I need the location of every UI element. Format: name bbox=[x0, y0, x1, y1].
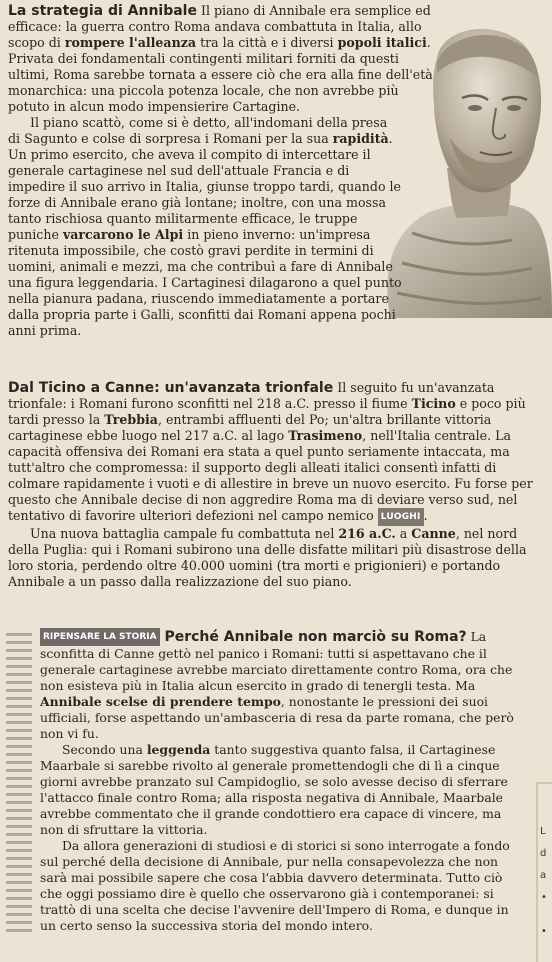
ripensare-badge: RIPENSARE LA STORIA bbox=[40, 628, 160, 646]
section-ticino-canne bbox=[8, 380, 544, 590]
margin-letter: a bbox=[540, 870, 547, 881]
paragraph: Secondo una leggenda tanto suggestiva quanto falsa, il Cartaginese Maarbale si sarebbe rivolto al generale promettendogli che di lì a cinque giorni avrebbe pranzato sul Campidoglio, se solo avesse deciso di sferrare l'attacco finale contro Roma; alla risposta negativa di Annibale, Maarbale avrebbe commentato che il grande condottiero era capace di vincere, ma non di sfruttare la vittoria. bbox=[40, 742, 508, 837]
ripensare-la-storia-box bbox=[40, 628, 520, 934]
paragraph: La strategia di Annibale Il piano di Annibale era semplice ed efficace: la guerra contro Roma andava combattuta in Italia, allo scopo di rompere l'alleanza tra la città e i diversi popoli italici. Privata dei fondamentali contingenti militari forniti da questi ultimi, Roma sarebbe tornata a essere ciò che era alla fine dell'età monarchica: una piccola potenza locale, che non avrebbe più potuto in alcun modo impensierire Cartagine. bbox=[8, 3, 433, 114]
paragraph: Da allora generazioni di studiosi e di storici si sono interrogate a fondo sul perché della decisione di Annibale, pur nella consapevolezza che non sarà mai possibile sapere che cosa l'abbia davvero determinata. Tutto ciò che oggi possiamo dire è quello che osservarono già i contemporanei: si trattò di una scelta che decise l'avvenire dell'Impero di Roma, e dunque in un certo senso la successiva storia del mondo intero. bbox=[40, 838, 510, 933]
margin-letter: d bbox=[540, 848, 547, 859]
section-title: Dal Ticino a Canne: un'avanzata trionfale bbox=[8, 380, 334, 396]
paragraph: Il piano scattò, come si è detto, all'indomani della presa di Sagunto e colse di sorpresa i Romani per la sua rapidità. Un primo esercito, che aveva il compito di intercettare il generale cartaginese nel sud dell'attuale Francia e di impedire il suo arrivo in Italia, giunse troppo tardi, quando le forze di Annibale erano già lontane; inoltre, con una mossa tanto rischiosa quanto militarmente efficace, le truppe puniche varcarono le Alpi in pieno inverno: un'impresa ritenuta impossibile, che costò gravi perdite in termini di uomini, animali e mezzi, ma che contribuì a fare di Annibale una figura leggendaria. I Cartaginesi dilagarono a quel punto nella pianura padana, riuscendo immediatamente a portare dalla propria parte i Galli, sconfitti dai Romani appena pochi anni prima. bbox=[8, 115, 402, 338]
section-title: La strategia di Annibale bbox=[8, 3, 197, 19]
paragraph: Dal Ticino a Canne: un'avanzata trionfale Il seguito fu un'avanzata trionfale: i Romani furono sconfitti nel 218 a.C. presso il fiume Ticino e poco più tardi presso la Trebbia, entrambi affluenti del Po; un'altra brillante vittoria cartaginese ebbe luogo nel 217 a.C. al lago Trasimeno, nell'Italia centrale. La capacità offensiva dei Romani era stata a quel punto seriamente intaccata, ma tutt'altro che compromessa: il supporto degli alleati italici consentì infatti di colmare rapidamente i vuoti e di allestire in breve un nuovo esercito. Fu forse per questo che Annibale decise di non aggredire Roma ma di deviare verso sud, nel tentativo di favorire ulteriori defezioni nel campo nemico LUOGHI . bbox=[8, 380, 544, 526]
margin-bullet: • bbox=[541, 926, 547, 937]
section-strategia bbox=[8, 3, 442, 339]
paragraph: RIPENSARE LA STORIA Perché Annibale non marciò su Roma? La sconfitta di Canne gettò nel panico i Romani: tutti si aspettavano che il generale cartaginese avrebbe marciato direttamente contro Roma, ora che non esisteva più in Italia alcun esercito in grado di tenergli testa. Ma Annibale scelse di prendere tempo, nonostante le pressioni dei suoi ufficiali, forse aspettando un'ambasceria di resa da parte romana, che però non vi fu. bbox=[40, 629, 514, 741]
luoghi-badge[interactable]: LUOGHI bbox=[378, 508, 424, 526]
box-title: Perché Annibale non marciò su Roma? bbox=[159, 629, 467, 645]
paragraph: Una nuova battaglia campale fu combattuta nel 216 a.C. a Canne, nel nord della Puglia: qui i Romani subirono una delle disfatte militari più disastrose della loro storia, perdendo oltre 40.000 uomini (tra morti e prigionieri) e portando Annibale a un passo dalla realizzazione del suo piano. bbox=[8, 526, 527, 589]
box-decorative-stripes bbox=[6, 628, 32, 934]
margin-bullet: • bbox=[541, 892, 547, 903]
margin-letter: L bbox=[540, 826, 546, 837]
